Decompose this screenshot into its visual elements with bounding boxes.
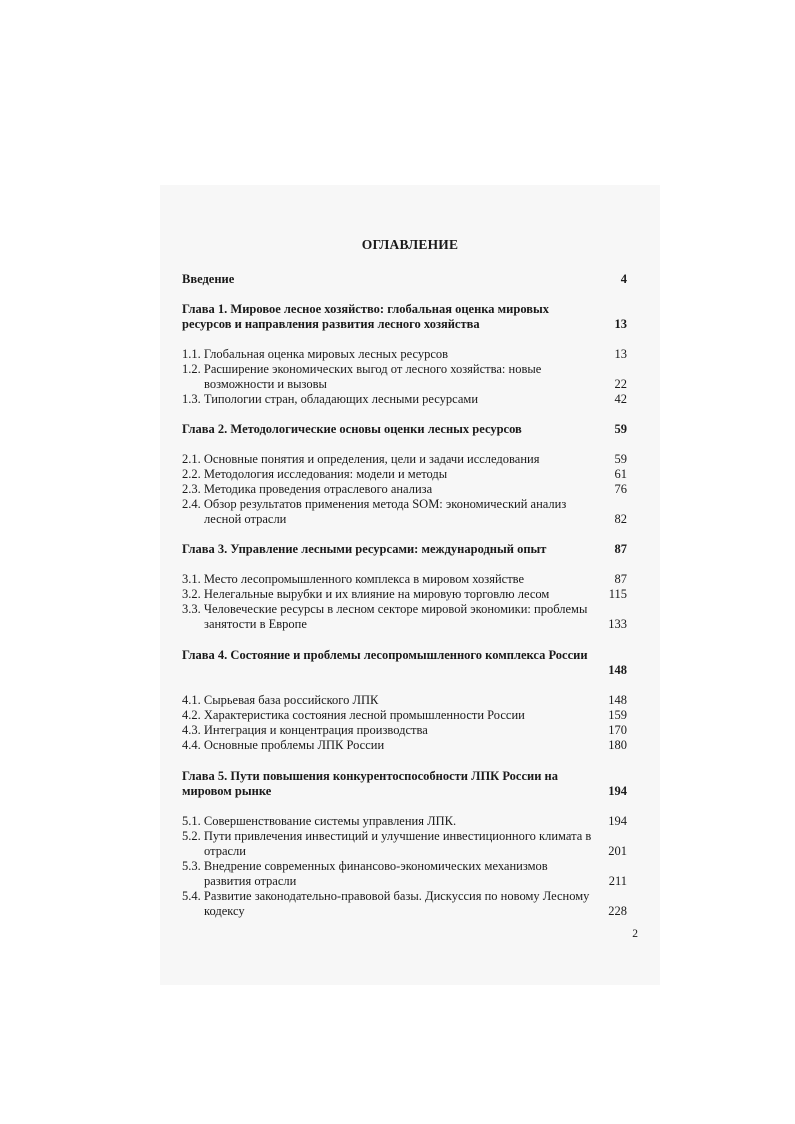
chapter-page: 13 — [614, 317, 627, 331]
toc-intro-label: Введение — [182, 272, 235, 286]
toc-section-3-2 — [182, 587, 627, 602]
section-title: 5.3. Внедрение современных финансово-экономических механизмов развития отрасли — [182, 859, 548, 888]
toc-section-5-2 — [182, 829, 627, 859]
toc-section-3-1 — [182, 572, 627, 587]
section-title: 2.2. Методология исследования: модели и методы — [182, 467, 448, 481]
toc-chapter-4 — [182, 648, 627, 678]
section-page: 87 — [614, 572, 627, 586]
section-page: 211 — [608, 874, 627, 888]
toc-chapter-1 — [182, 302, 627, 332]
toc-intro — [182, 272, 627, 287]
section-page: 159 — [608, 708, 627, 722]
chapter-title: Глава 1. Мировое лесное хозяйство: глобальная оценка мировых ресурсов и направления развития лесного хозяйства — [182, 302, 550, 331]
section-title: 4.2. Характеристика состояния лесной промышленности России — [182, 708, 525, 722]
section-page: 133 — [608, 617, 627, 631]
toc-section-2-1 — [182, 452, 627, 467]
toc-chapter-5 — [182, 769, 627, 799]
section-title: 3.1. Место лесопромышленного комплекса в мировом хозяйстве — [182, 572, 525, 586]
toc-section-5-3 — [182, 859, 627, 889]
section-title: 1.2. Расширение экономических выгод от лесного хозяйства: новые возможности и вызовы — [182, 362, 542, 391]
section-title: 2.1. Основные понятия и определения, цели и задачи исследования — [182, 452, 540, 466]
toc-section-4-1 — [182, 693, 627, 708]
toc-chapter-3 — [182, 542, 627, 557]
chapter-page: 59 — [614, 422, 627, 436]
toc-section-1-3 — [182, 392, 627, 407]
section-title: 2.3. Методика проведения отраслевого анализа — [182, 482, 433, 496]
toc-section-3-3 — [182, 602, 627, 632]
section-page: 194 — [608, 814, 627, 828]
chapter-page: 148 — [608, 663, 627, 677]
toc-title: ОГЛАВЛЕНИЕ — [361, 237, 459, 252]
section-page: 115 — [608, 587, 627, 601]
chapter-title: Глава 5. Пути повышения конкурентоспособности ЛПК России на мировом рынке — [182, 769, 559, 798]
section-page: 180 — [608, 738, 627, 752]
toc-section-2-2 — [182, 467, 627, 482]
section-title: 3.2. Нелегальные вырубки и их влияние на мировую торговлю лесом — [182, 587, 550, 601]
section-title: 4.3. Интеграция и концентрация производства — [182, 723, 428, 737]
section-page: 76 — [614, 482, 627, 496]
section-page: 228 — [608, 904, 627, 918]
section-page: 13 — [614, 347, 627, 361]
chapter-title: Глава 3. Управление лесными ресурсами: международный опыт — [182, 542, 547, 556]
section-page: 170 — [608, 723, 627, 737]
toc-intro-page: 4 — [620, 272, 627, 286]
chapter-page: 87 — [614, 542, 627, 556]
toc-section-4-4 — [182, 738, 627, 753]
section-page: 22 — [614, 377, 627, 391]
toc-section-5-1 — [182, 814, 627, 829]
section-page: 201 — [608, 844, 627, 858]
section-title: 4.4. Основные проблемы ЛПК России — [182, 738, 385, 752]
section-page: 42 — [614, 392, 627, 406]
section-title: 4.1. Сырьевая база российского ЛПК — [182, 693, 379, 707]
toc-section-1-2 — [182, 362, 627, 392]
document-page — [160, 185, 660, 985]
toc-section-2-4 — [182, 497, 627, 527]
toc-section-2-3 — [182, 482, 627, 497]
toc-chapter-2 — [182, 422, 627, 437]
section-title: 1.1. Глобальная оценка мировых лесных ресурсов — [182, 347, 449, 361]
section-title: 5.4. Развитие законодательно-правовой базы. Дискуссия по новому Лесному кодексу — [182, 889, 590, 918]
section-page: 82 — [614, 512, 627, 526]
section-title: 5.2. Пути привлечения инвестиций и улучшение инвестиционного климата в отрасли — [182, 829, 592, 858]
section-title: 5.1. Совершенствование системы управления ЛПК. — [182, 814, 457, 828]
toc-section-5-4 — [182, 889, 627, 919]
section-title: 2.4. Обзор результатов применения метода SOM: экономический анализ лесной отрасли — [182, 497, 567, 526]
toc-section-1-1 — [182, 347, 627, 362]
chapter-title: Глава 2. Методологические основы оценки лесных ресурсов — [182, 422, 522, 436]
section-page: 61 — [614, 467, 627, 481]
section-title: 1.3. Типологии стран, обладающих лесными ресурсами — [182, 392, 479, 406]
toc-section-4-3 — [182, 723, 627, 738]
section-title: 3.3. Человеческие ресурсы в лесном секторе мировой экономики: проблемы занятости в Европе — [182, 602, 588, 631]
toc-section-4-2 — [182, 708, 627, 723]
section-page: 148 — [608, 693, 627, 707]
section-page: 59 — [614, 452, 627, 466]
page-number: 2 — [632, 928, 638, 940]
chapter-title: Глава 4. Состояние и проблемы лесопромышленного комплекса России — [182, 648, 588, 662]
chapter-page: 194 — [608, 784, 627, 798]
